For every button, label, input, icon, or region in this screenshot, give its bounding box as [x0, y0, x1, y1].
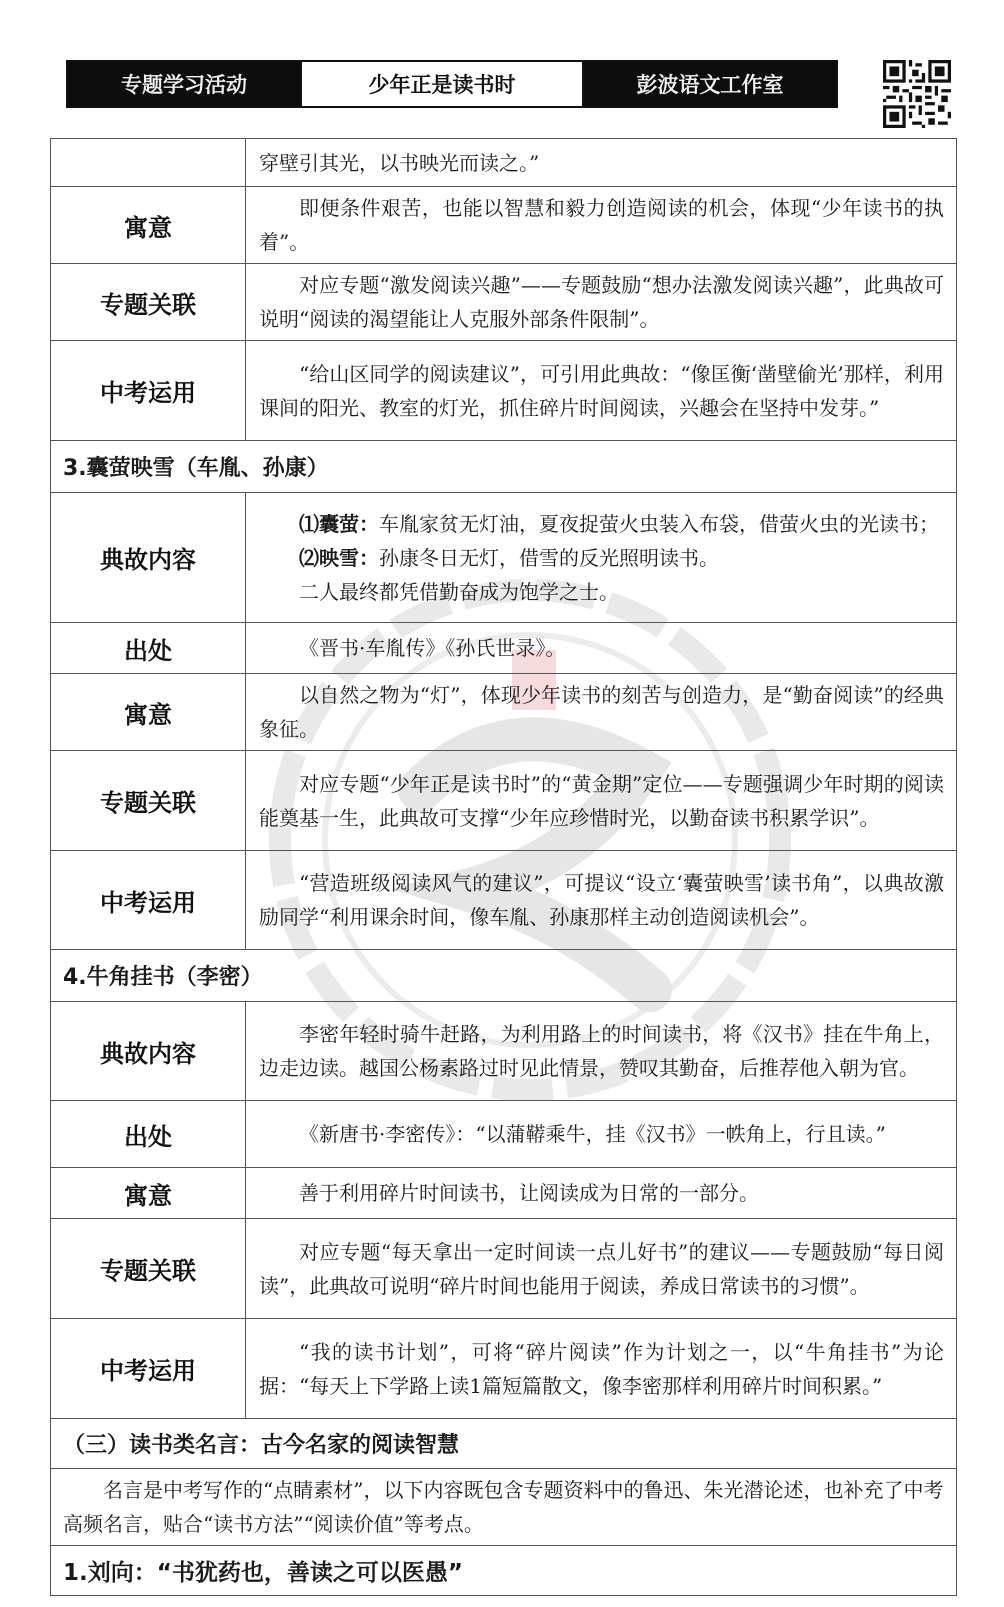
- table-row: [51, 751, 957, 851]
- row-text: 对应专题“每天拿出一定时间读一点儿好书”的建议——专题鼓励“每日阅读”，此典故可说明“碎片时间也能用于阅读，养成日常读书的习惯”。: [259, 1239, 944, 1298]
- story-text: 车胤家贫无灯油，夏夜捉萤火虫装入布袋，借萤火虫的光读书；: [379, 511, 939, 536]
- table-row: [51, 1168, 957, 1219]
- row-content: [246, 623, 957, 674]
- row-label: 出处: [51, 623, 246, 674]
- row-text: [259, 507, 944, 541]
- header-activity-label: 专题学习活动: [68, 62, 300, 106]
- row-text: “营造班级阅读风气的建议”，可提议“设立‘囊萤映雪’读书角”，以典故激励同学“利用课余时间，像车胤、孙康那样主动创造阅读机会”。: [259, 871, 944, 929]
- row-content: [246, 493, 957, 623]
- content-table: [50, 138, 957, 1596]
- row-text: 对应专题“激发阅读兴趣”——专题鼓励“想办法激发阅读兴趣”，此典故可说明“阅读的渴望能让人克服外部条件限制”。: [259, 273, 944, 331]
- section-heading-row: [51, 950, 957, 1002]
- row-content: [246, 187, 957, 264]
- table-row: [51, 1319, 957, 1419]
- story-text: 孙康冬日无灯，借雪的反光照明读书。: [379, 545, 719, 570]
- row-text: 穿壁引其光，以书映光而读之。”: [259, 150, 540, 175]
- qr-code-icon: [883, 60, 951, 128]
- section-heading-row: [51, 441, 957, 493]
- row-content: [246, 1101, 957, 1168]
- row-content: [246, 751, 957, 851]
- row-text: 以自然之物为“灯”，体现少年读书的刻苦与创造力，是“勤奋阅读”的经典象征。: [259, 683, 944, 741]
- row-content: [246, 851, 957, 950]
- table-row: [51, 493, 957, 623]
- table-row: [51, 264, 957, 341]
- section-heading: 3.囊萤映雪（车胤、孙康）: [51, 441, 957, 493]
- table-row: [51, 1101, 957, 1168]
- row-label: [51, 139, 246, 187]
- row-content: [246, 264, 957, 341]
- table-row: [51, 851, 957, 950]
- section-heading-row: [51, 1419, 957, 1469]
- row-label: 典故内容: [51, 1002, 246, 1101]
- intro-paragraph: [51, 1469, 957, 1546]
- row-content: [246, 674, 957, 751]
- row-text: “给山区同学的阅读建议”，可引用此典故：“像匡衡‘凿壁偷光’那样，利用课间的阳光、教室的灯光，抓住碎片时间阅读，兴趣会在坚持中发芽。”: [259, 361, 944, 420]
- part-heading: （三）读书类名言：古今名家的阅读智慧: [51, 1419, 957, 1469]
- row-label: 中考运用: [51, 851, 246, 950]
- table-row: [51, 187, 957, 264]
- table-row: [51, 1002, 957, 1101]
- row-text: 二人最终都凭借勤奋成为饱学之士。: [299, 579, 619, 604]
- row-label: 专题关联: [51, 264, 246, 341]
- row-label: 中考运用: [51, 341, 246, 441]
- row-content: [246, 1168, 957, 1219]
- row-label: 出处: [51, 1101, 246, 1168]
- row-content: [246, 139, 957, 187]
- table-row: [51, 1219, 957, 1319]
- row-text: [259, 541, 944, 575]
- row-content: [246, 1219, 957, 1319]
- table-row: [51, 139, 957, 187]
- story-key: ⑴囊萤：: [299, 511, 379, 536]
- row-label: 寓意: [51, 1168, 246, 1219]
- table-row: [51, 674, 957, 751]
- row-text: 善于利用碎片时间读书，让阅读成为日常的一部分。: [299, 1181, 759, 1205]
- section-heading-row: [51, 1546, 957, 1596]
- row-label: 专题关联: [51, 751, 246, 851]
- header-topic-title: 少年正是读书时: [300, 62, 584, 106]
- row-label: 寓意: [51, 187, 246, 264]
- header-studio-name: 彭波语文工作室: [584, 62, 836, 106]
- row-text: “我的读书计划”，可将“碎片阅读”作为计划之一，以“牛角挂书”为论据：“每天上下学路上读1篇短篇散文，像李密那样利用碎片时间积累。”: [259, 1339, 944, 1398]
- row-content: [246, 341, 957, 441]
- table-row: [51, 623, 957, 674]
- row-label: 寓意: [51, 674, 246, 751]
- story-key: ⑵映雪：: [299, 545, 379, 570]
- row-content: [246, 1319, 957, 1419]
- row-text: 《新唐书·李密传》：“以蒲鞯乘牛，挂《汉书》一帙角上，行且读。”: [299, 1122, 886, 1146]
- row-label: 专题关联: [51, 1219, 246, 1319]
- section-heading: 4.牛角挂书（李密）: [51, 950, 957, 1002]
- table-row: [51, 1469, 957, 1546]
- row-text: 即便条件艰苦，也能以智慧和毅力创造阅读的机会，体现“少年读书的执着”。: [259, 196, 944, 254]
- table-row: [51, 341, 957, 441]
- row-text: 李密年轻时骑牛赶路，为利用路上的时间读书，将《汉书》挂在牛角上，边走边读。越国公杨素路过时见此情景，赞叹其勤奋，后推荐他入朝为官。: [259, 1022, 944, 1080]
- row-content: [246, 1002, 957, 1101]
- row-text: 《晋书·车胤传》《孙氏世录》。: [299, 636, 566, 660]
- row-text: 对应专题“少年正是读书时”的“黄金期”定位——专题强调少年时期的阅读能奠基一生，此典故可支撑“少年应珍惜时光，以勤奋读书积累学识”。: [259, 771, 944, 830]
- row-label: 中考运用: [51, 1319, 246, 1419]
- intro-text: 名言是中考写作的“点睛素材”，以下内容既包含专题资料中的鲁迅、朱光潜论述，也补充了中考高频名言，贴合“读书方法”“阅读价值”等考点。: [63, 1478, 944, 1536]
- row-label: 典故内容: [51, 493, 246, 623]
- page-header: [66, 60, 838, 108]
- quote-heading: 1.刘向：“书犹药也，善读之可以医愚”: [51, 1546, 957, 1596]
